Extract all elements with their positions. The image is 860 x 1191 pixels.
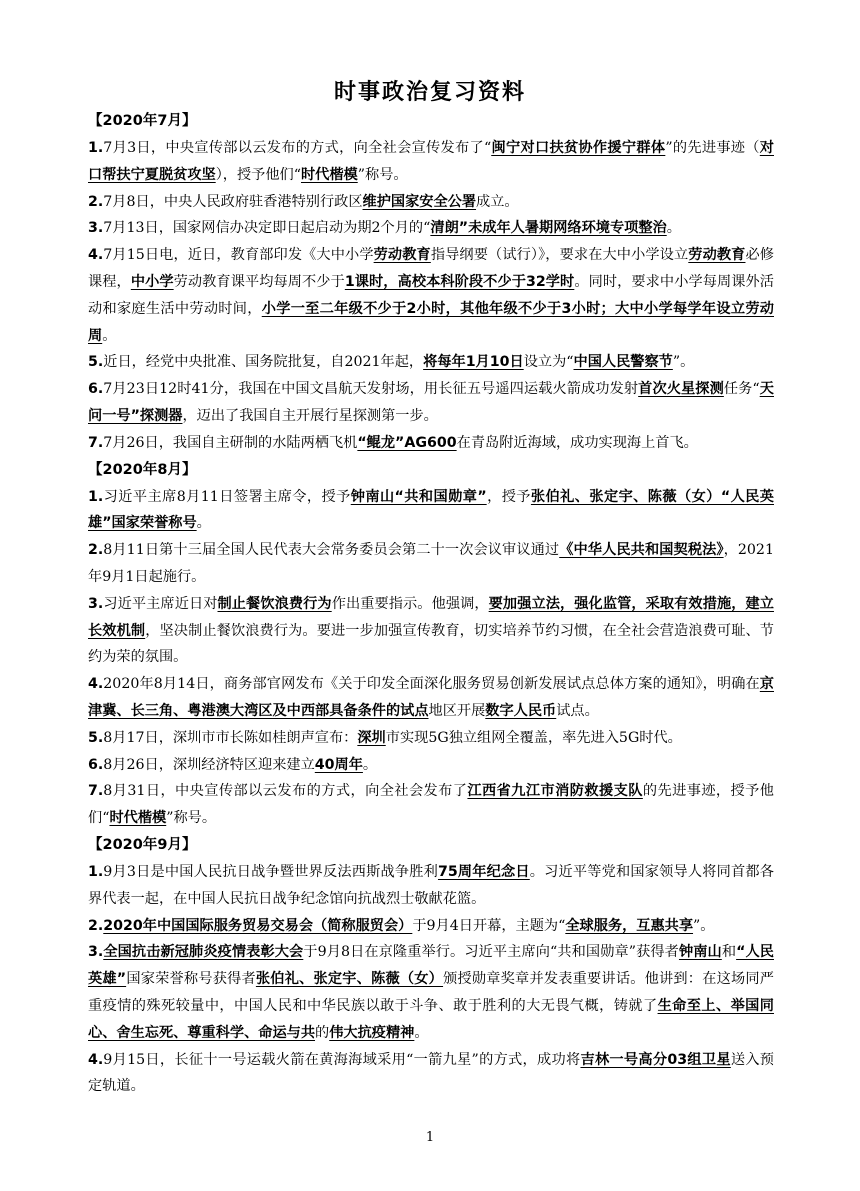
key-term: 张伯礼、张定宇、陈薇（女） (255, 971, 444, 988)
item-number: 4. (88, 247, 104, 264)
item-text: 。习近平等党和国家领导人将同首都各界代表一起，在中国人民抗日战争纪念馆向抗战烈士敬献花篮。 (88, 863, 774, 907)
key-term: 时代楷模 (300, 166, 358, 183)
news-item (88, 430, 774, 457)
news-item (88, 135, 774, 189)
key-term: 40周年 (314, 756, 363, 773)
key-term: 时代楷模 (109, 810, 167, 827)
item-text: 2020年8月14日，商务部官网发布《关于印发全面深化服务贸易创新发展试点总体方案的通知》，明确在 (103, 676, 760, 693)
item-text: 习近平主席8月11日签署主席令，授予 (103, 488, 351, 505)
item-text: 送入预定轨道。 (88, 1051, 774, 1095)
item-text: 7月13日，国家网信办决定即日起启动为期2个月的“ (103, 220, 431, 237)
document-body (88, 108, 774, 1100)
item-text: 8月11日第十三届全国人民代表大会常务委员会第二十一次会议审议通过 (103, 542, 560, 559)
section-heading: 【2020年9月】 (88, 836, 197, 853)
news-item (88, 778, 774, 832)
item-text: 。 (102, 327, 117, 344)
item-text: 8月31日，中央宣传部以云发布的方式，向全社会发布了 (103, 783, 468, 800)
item-text: ，坚决制止餐饮浪费行为。要进一步加强宣传教育，切实培养节约习惯，在全社会营造浪费可耻、节约为荣的氛围。 (88, 622, 774, 666)
item-number: 2. (88, 917, 104, 934)
item-text: 。 (362, 756, 378, 773)
key-term: 全球服务，互惠共享 (565, 917, 694, 934)
item-number: 3. (88, 595, 104, 612)
item-number: 1. (88, 140, 104, 156)
news-item (88, 591, 774, 671)
item-text: 成立。 (476, 193, 519, 210)
key-term: “人民英雄” (88, 944, 774, 988)
item-text: ”称号。 (166, 810, 217, 827)
page-number: 1 (425, 1130, 435, 1145)
item-text: 作出重要指示。他强调， (331, 595, 489, 612)
page-title: 时事政治复习资料 (333, 80, 526, 105)
item-number: 7. (88, 783, 104, 800)
key-term: “鲲龙”AG600 (357, 434, 457, 451)
key-term: 首次火星探测 (638, 381, 724, 398)
news-item (88, 752, 774, 779)
item-text: ，授予 (486, 488, 531, 505)
news-item (88, 913, 774, 940)
key-term: 对口帮扶宁夏脱贫攻坚 (88, 140, 774, 183)
key-term: 小学一至二年级不少于2小时，其他年级不少于3小时；大中小学每学年设立劳动周 (88, 300, 774, 344)
section-heading: 【2020年8月】 (88, 461, 197, 478)
key-term: 钟南山 (678, 944, 722, 961)
news-item (88, 189, 774, 216)
item-text: ”。 (672, 354, 695, 371)
item-text: 。 (196, 515, 211, 532)
item-number: 3. (88, 220, 104, 237)
item-text: 7月15日电，近日，教育部印发《大中小学 (103, 247, 374, 264)
key-term: 吉林一号高分03组卫星 (580, 1051, 731, 1068)
news-item (88, 725, 774, 752)
item-text: 7月3日，中央宣传部以云发布的方式，向全社会宣传发布了“ (103, 140, 492, 156)
key-term: 2020年中国国际服务贸易交易会（简称服贸会） (103, 917, 413, 934)
item-number: 5. (88, 729, 104, 746)
key-term: 清朗”未成年人暑期网络环境专项整治 (430, 220, 667, 237)
item-text: 7月8日，中央人民政府驻香港特别行政区 (103, 193, 363, 210)
item-text: ”。 (693, 917, 715, 934)
key-term: 75周年纪念日 (437, 863, 530, 880)
key-term: 《中华人民共和国契税法》 (559, 542, 724, 559)
item-number: 6. (88, 756, 104, 773)
news-item (88, 671, 774, 725)
key-term: 维护国家安全公署 (362, 193, 477, 210)
key-term: 1课时，高校本科阶段不少于32学时 (344, 273, 575, 290)
item-text: 任务“ (723, 381, 760, 398)
key-term: 中小学 (130, 273, 174, 290)
key-term: 劳动教育 (688, 247, 746, 264)
item-text: ”的先进事迹（ (665, 140, 760, 156)
key-term: 数字人民币 (485, 702, 557, 719)
item-number: 4. (88, 676, 104, 693)
item-text: 9月3日是中国人民抗日战争暨世界反法西斯战争胜利 (103, 863, 438, 880)
key-term: 江西省九江市消防救援支队 (467, 783, 643, 800)
key-term: 深圳 (357, 729, 386, 746)
item-text: 。 (666, 220, 681, 237)
item-text: 近日，经党中央批准、国务院批复，自2021年起， (103, 354, 424, 371)
key-term: 全国抗击新冠肺炎疫情表彰大会 (103, 944, 304, 961)
item-text: ），授予他们“ (215, 166, 301, 183)
item-text: ”称号。 (357, 166, 408, 183)
key-term: 伟大抗疫精神 (329, 1024, 415, 1041)
item-text: 颁授勋章奖章并发表重要讲话。他讲到：在这场同严重疫情的殊死较量中，中国人民和中华民族以敢于斗争、敢于胜利的大无畏气概，铸就了 (88, 971, 774, 1014)
item-text: 试点。 (556, 702, 599, 719)
news-item (88, 242, 774, 349)
item-text: ，2021年9月1日起施行。 (88, 542, 774, 585)
item-text: 劳动教育课平均每周不少于 (173, 273, 345, 290)
news-item (88, 1047, 774, 1101)
item-text: 市实现5G独立组网全覆盖，率先进入5G时代。 (385, 729, 682, 746)
item-number: 1. (88, 488, 104, 505)
item-text: 习近平主席近日对 (103, 595, 218, 612)
item-number: 5. (88, 354, 104, 371)
key-term: 制止餐饮浪费行为 (217, 595, 332, 612)
item-text: 国家荣誉称号获得者 (126, 971, 256, 988)
item-text: 8月17日，深圳市市长陈如桂朗声宣布： (103, 729, 358, 746)
news-item (88, 537, 774, 591)
item-text: ，迈出了我国自主开展行星探测第一步。 (182, 407, 438, 424)
news-item (88, 939, 774, 1046)
item-text: 的 (315, 1024, 330, 1041)
item-text: 指导纲要（试行）》，要求在大中小学设立 (430, 247, 689, 264)
item-text: 和 (721, 944, 737, 961)
news-item (88, 349, 774, 376)
news-item (88, 376, 774, 430)
news-item (88, 859, 774, 913)
key-term: 天问一号”探测器 (88, 381, 774, 424)
item-text: 。 (414, 1024, 429, 1041)
section-heading: 【2020年7月】 (88, 113, 197, 129)
key-term: 中国人民警察节 (573, 354, 673, 371)
item-number: 2. (88, 193, 104, 210)
key-term: 闽宁对口扶贫协作援宁群体 (491, 140, 666, 156)
item-number: 1. (88, 863, 104, 880)
item-text: 地区开展 (428, 702, 486, 719)
item-text: 在青岛附近海域，成功实现海上首飞。 (456, 434, 698, 451)
item-text: 8月26日，深圳经济特区迎来建立 (103, 756, 315, 773)
item-number: 2. (88, 542, 104, 559)
item-number: 6. (88, 381, 104, 398)
news-item (88, 484, 774, 538)
item-text: 9月15日，长征十一号运载火箭在黄海海域采用“一箭九星”的方式，成功将 (103, 1051, 581, 1068)
item-text: 的先进事迹，授予他们“ (88, 783, 774, 827)
key-term: 将每年1月10日 (423, 354, 524, 371)
key-term: 张伯礼、张定宇、陈薇（女）“人民英雄”国家荣誉称号 (88, 488, 774, 532)
news-item (88, 215, 774, 242)
key-term: 要加强立法，强化监管，采取有效措施，建立长效机制 (88, 595, 774, 639)
item-number: 3. (88, 944, 104, 961)
item-text: 7月23日12时41分，我国在中国文昌航天发射场，用长征五号遥四运载火箭成功发射 (103, 381, 639, 398)
item-text: 。同时，要求中小学每周课外活动和家庭生活中劳动时间， (88, 273, 774, 317)
key-term: 生命至上、举国同心、舍生忘死、尊重科学、命运与共 (88, 997, 774, 1041)
key-term: 劳动教育 (373, 247, 431, 264)
item-text: 必修课程， (88, 247, 774, 290)
item-text: 于9月8日在京隆重举行。习近平主席向“共和国勋章”获得者 (303, 944, 679, 961)
item-text: 于9月4日开幕，主题为“ (412, 917, 566, 934)
item-text: 7月26日，我国自主研制的水陆两栖飞机 (103, 434, 358, 451)
key-term: 京津冀、长三角、粤港澳大湾区及中西部具备条件的试点 (88, 676, 774, 719)
item-text: 设立为“ (523, 354, 574, 371)
item-number: 4. (88, 1051, 104, 1068)
key-term: 钟南山“共和国勋章” (350, 488, 487, 505)
item-number: 7. (88, 434, 104, 451)
